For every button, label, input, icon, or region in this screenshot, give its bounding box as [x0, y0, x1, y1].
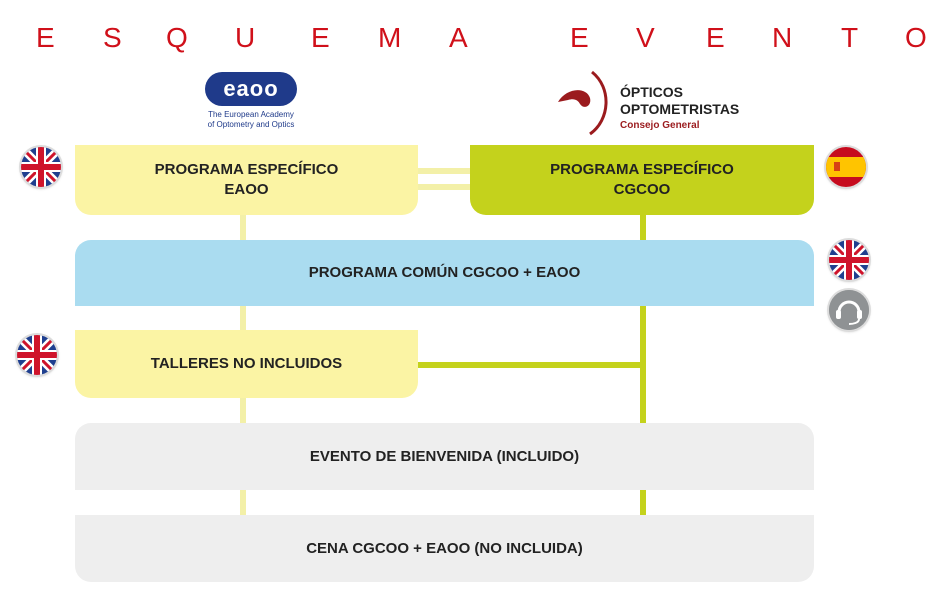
common-programme-label: PROGRAMA COMÚN CGCOO + EAOO [308, 264, 581, 281]
welcome-event-block [75, 423, 814, 490]
title-letter: N [772, 22, 793, 53]
uk-flag-icon [21, 147, 61, 187]
yellow-horizontal-connector-bottom [415, 184, 475, 190]
uk-flag-icon [17, 335, 57, 375]
title-letter: A [449, 22, 468, 53]
title-letter: M [378, 22, 402, 53]
welcome-event-label: EVENTO DE BIENVENIDA (INCLUIDO) [309, 447, 580, 465]
eaoo-logo [196, 72, 306, 138]
workshops-block [75, 330, 418, 398]
common-programme-block [75, 240, 814, 306]
eaoo-logo-mark: eaoo [205, 72, 297, 106]
cgcoo-logo [552, 70, 752, 136]
eaoo-logo-subtitle-1: The European Academy [208, 110, 294, 119]
eaoo-programme-line2: EAOO [224, 181, 269, 198]
title-letter: Q [166, 22, 188, 53]
cgcoo-programme-line2: CGCOO [613, 181, 671, 198]
title-letter: V [636, 22, 655, 53]
cgcoo-logo-line2: OPTOMETRISTAS [620, 101, 740, 117]
headset-icon [829, 290, 869, 330]
title-letter: U [235, 22, 256, 53]
cgcoo-programme-line1: PROGRAMA ESPECÍFICO [550, 161, 734, 178]
workshops-label: TALLERES NO INCLUIDOS [150, 355, 343, 372]
title-letter: E [36, 22, 55, 53]
eaoo-programme-line1: PROGRAMA ESPECÍFICO [154, 161, 339, 178]
title-letter: E [706, 22, 725, 53]
spain-flag-icon [826, 147, 866, 187]
title-letter: S [103, 22, 122, 53]
title-letter: E [311, 22, 330, 53]
cgcoo-logo-line1: ÓPTICOS [620, 84, 684, 100]
uk-flag-icon [829, 240, 869, 280]
eaoo-logo-subtitle-2: of Optometry and Optics [207, 120, 295, 129]
title-letter: E [570, 22, 589, 53]
eaoo-specific-programme-block [75, 145, 418, 215]
title-letter: T [841, 22, 859, 53]
diagram-title [0, 18, 950, 58]
dinner-block [75, 515, 814, 582]
cgcoo-specific-programme-block [470, 145, 814, 215]
yellow-horizontal-connector-top [415, 168, 475, 174]
green-horizontal-connector [415, 362, 645, 368]
cgcoo-logo-line3: Consejo General [620, 120, 700, 131]
cgcoo-logo-mark-icon [552, 70, 614, 136]
dinner-label: CENA CGCOO + EAOO (NO INCLUIDA) [306, 539, 583, 557]
title-letter: O [905, 22, 927, 53]
